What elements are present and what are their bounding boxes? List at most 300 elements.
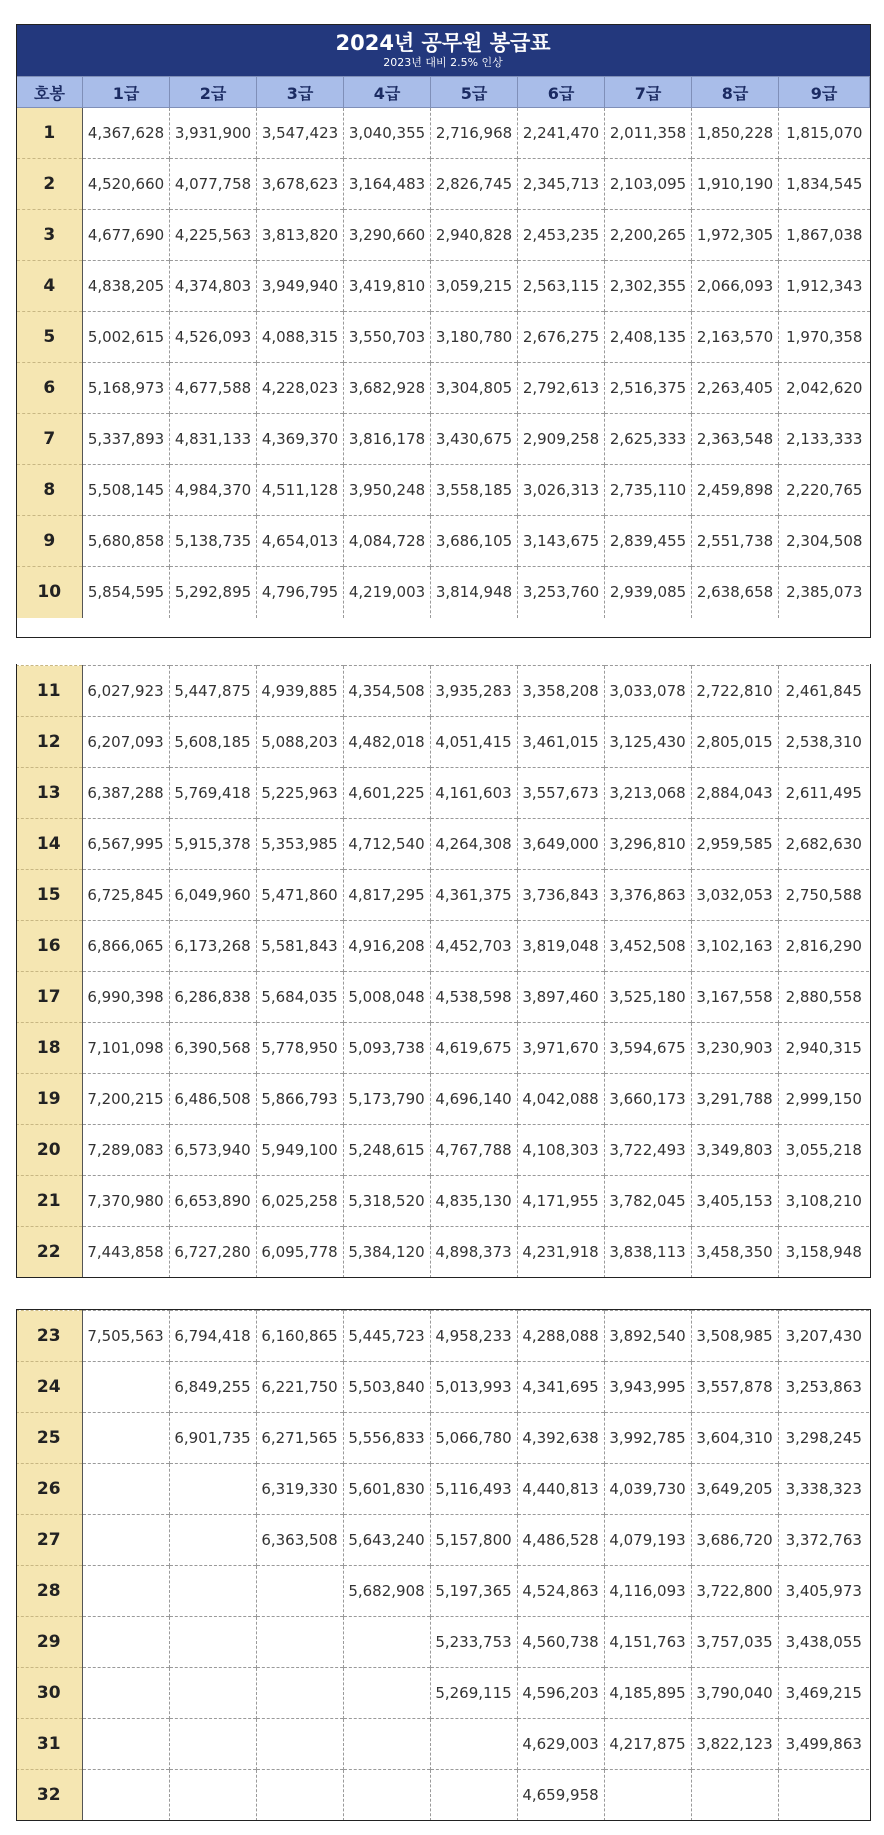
step-number-cell: 1 (17, 108, 83, 159)
table-row (16, 1566, 869, 1617)
column-header-grade-1: 1급 (83, 77, 170, 108)
salary-cell-grade-5: 5,066,780 (430, 1413, 517, 1464)
salary-cell-grade-7: 3,125,430 (604, 717, 691, 768)
salary-cell-grade-3: 4,088,315 (257, 312, 344, 363)
step-number-cell: 31 (16, 1719, 82, 1770)
salary-cell-grade-7: 3,722,493 (604, 1125, 691, 1176)
salary-cell-grade-1: 7,289,083 (82, 1125, 169, 1176)
salary-cell-grade-5: 5,197,365 (430, 1566, 517, 1617)
salary-cell-grade-7: 3,296,810 (604, 819, 691, 870)
salary-cell-grade-2 (169, 1515, 256, 1566)
salary-cell-grade-8: 2,459,898 (692, 465, 779, 516)
salary-cell-grade-8: 3,230,903 (691, 1023, 778, 1074)
salary-cell-grade-4: 5,601,830 (343, 1464, 430, 1515)
salary-cell-grade-9: 2,304,508 (779, 516, 870, 567)
salary-cell-grade-5: 2,716,968 (431, 108, 518, 159)
salary-cell-grade-5: 4,835,130 (430, 1176, 517, 1227)
step-number-cell: 13 (16, 768, 82, 819)
table-row (17, 261, 870, 312)
salary-cell-grade-5: 3,430,675 (431, 414, 518, 465)
salary-cell-grade-9: 1,834,545 (779, 159, 870, 210)
step-number-cell: 5 (17, 312, 83, 363)
salary-cell-grade-7: 3,376,863 (604, 870, 691, 921)
salary-cell-grade-1 (82, 1617, 169, 1668)
salary-cell-grade-9: 3,338,323 (778, 1464, 869, 1515)
salary-cell-grade-5: 4,538,598 (430, 972, 517, 1023)
salary-cell-grade-6: 4,596,203 (517, 1668, 604, 1719)
salary-cell-grade-1: 6,387,288 (82, 768, 169, 819)
salary-cell-grade-5: 4,619,675 (430, 1023, 517, 1074)
salary-cell-grade-3 (256, 1566, 343, 1617)
salary-cell-grade-5: 3,180,780 (431, 312, 518, 363)
table-row (17, 516, 870, 567)
salary-cell-grade-3: 6,160,865 (256, 1311, 343, 1362)
salary-cell-grade-3: 4,939,885 (256, 666, 343, 717)
salary-cell-grade-7: 3,033,078 (604, 666, 691, 717)
salary-cell-grade-2: 6,286,838 (169, 972, 256, 1023)
table-row (17, 312, 870, 363)
column-header-grade-7: 7급 (605, 77, 692, 108)
salary-cell-grade-9: 3,405,973 (778, 1566, 869, 1617)
salary-cell-grade-9: 1,912,343 (779, 261, 870, 312)
salary-cell-grade-1 (82, 1719, 169, 1770)
salary-cell-grade-1: 4,520,660 (83, 159, 170, 210)
step-number-cell: 30 (16, 1668, 82, 1719)
salary-cell-grade-7: 2,011,358 (605, 108, 692, 159)
salary-cell-grade-1: 7,200,215 (82, 1074, 169, 1125)
salary-cell-grade-7: 4,217,875 (604, 1719, 691, 1770)
salary-cell-grade-2: 6,901,735 (169, 1413, 256, 1464)
salary-cell-grade-3: 6,025,258 (256, 1176, 343, 1227)
table-row (16, 1227, 869, 1278)
table-section-3 (16, 1310, 869, 1821)
column-header-grade-9: 9급 (779, 77, 870, 108)
salary-cell-grade-1: 7,443,858 (82, 1227, 169, 1278)
step-number-cell: 9 (17, 516, 83, 567)
salary-cell-grade-6: 2,345,713 (518, 159, 605, 210)
salary-cell-grade-8: 2,959,585 (691, 819, 778, 870)
salary-cell-grade-6: 4,659,958 (517, 1770, 604, 1821)
salary-cell-grade-5: 5,269,115 (430, 1668, 517, 1719)
salary-cell-grade-4: 4,219,003 (344, 567, 431, 618)
step-number-cell: 32 (16, 1770, 82, 1821)
salary-cell-grade-9: 3,372,763 (778, 1515, 869, 1566)
salary-cell-grade-4: 4,482,018 (343, 717, 430, 768)
salary-cell-grade-8: 2,263,405 (692, 363, 779, 414)
table-row (16, 1176, 869, 1227)
salary-cell-grade-3: 5,581,843 (256, 921, 343, 972)
salary-cell-grade-7: 3,992,785 (604, 1413, 691, 1464)
salary-cell-grade-1: 5,854,595 (83, 567, 170, 618)
column-header-grade-8: 8급 (692, 77, 779, 108)
salary-cell-grade-3: 4,511,128 (257, 465, 344, 516)
table-row (17, 108, 870, 159)
salary-cell-grade-3 (256, 1668, 343, 1719)
salary-cell-grade-3: 5,684,035 (256, 972, 343, 1023)
salary-cell-grade-2: 5,138,735 (170, 516, 257, 567)
table-row (16, 1668, 869, 1719)
salary-cell-grade-2: 6,390,568 (169, 1023, 256, 1074)
salary-table-part-3 (16, 1310, 869, 1821)
salary-cell-grade-3: 5,471,860 (256, 870, 343, 921)
salary-cell-grade-9: 2,611,495 (778, 768, 869, 819)
step-number-cell: 26 (16, 1464, 82, 1515)
salary-cell-grade-4: 3,419,810 (344, 261, 431, 312)
salary-cell-grade-9: 3,469,215 (778, 1668, 869, 1719)
salary-cell-grade-4: 3,816,178 (344, 414, 431, 465)
salary-cell-grade-4: 4,817,295 (343, 870, 430, 921)
salary-cell-grade-3: 6,363,508 (256, 1515, 343, 1566)
step-number-cell: 18 (16, 1023, 82, 1074)
salary-cell-grade-5: 4,767,788 (430, 1125, 517, 1176)
step-number-cell: 12 (16, 717, 82, 768)
salary-cell-grade-8: 3,686,720 (691, 1515, 778, 1566)
salary-cell-grade-4: 5,093,738 (343, 1023, 430, 1074)
salary-cell-grade-8: 3,822,123 (691, 1719, 778, 1770)
step-number-cell: 7 (17, 414, 83, 465)
salary-cell-grade-5: 2,826,745 (431, 159, 518, 210)
salary-cell-grade-6: 2,676,275 (518, 312, 605, 363)
step-number-cell: 2 (17, 159, 83, 210)
salary-cell-grade-2: 6,653,890 (169, 1176, 256, 1227)
salary-cell-grade-5: 5,116,493 (430, 1464, 517, 1515)
table-section-1 (16, 24, 869, 618)
step-number-cell: 3 (17, 210, 83, 261)
salary-cell-grade-3: 3,949,940 (257, 261, 344, 312)
salary-cell-grade-2: 4,984,370 (170, 465, 257, 516)
salary-cell-grade-8: 3,458,350 (691, 1227, 778, 1278)
salary-cell-grade-2: 6,794,418 (169, 1311, 256, 1362)
salary-cell-grade-4 (343, 1719, 430, 1770)
salary-cell-grade-1: 4,677,690 (83, 210, 170, 261)
table-row (17, 363, 870, 414)
salary-cell-grade-6: 4,231,918 (517, 1227, 604, 1278)
salary-cell-grade-9: 2,220,765 (779, 465, 870, 516)
salary-cell-grade-4: 5,682,908 (343, 1566, 430, 1617)
salary-cell-grade-7 (604, 1770, 691, 1821)
salary-cell-grade-3: 5,353,985 (256, 819, 343, 870)
salary-cell-grade-8: 2,551,738 (692, 516, 779, 567)
salary-cell-grade-2: 5,447,875 (169, 666, 256, 717)
salary-cell-grade-8: 2,884,043 (691, 768, 778, 819)
salary-cell-grade-3: 5,866,793 (256, 1074, 343, 1125)
salary-cell-grade-2: 4,225,563 (170, 210, 257, 261)
salary-cell-grade-3: 4,796,795 (257, 567, 344, 618)
salary-cell-grade-4: 4,354,508 (343, 666, 430, 717)
salary-cell-grade-8: 1,972,305 (692, 210, 779, 261)
column-header-grade-4: 4급 (344, 77, 431, 108)
salary-cell-grade-5: 5,233,753 (430, 1617, 517, 1668)
salary-cell-grade-9: 2,880,558 (778, 972, 869, 1023)
salary-cell-grade-1: 7,101,098 (82, 1023, 169, 1074)
salary-cell-grade-8: 1,850,228 (692, 108, 779, 159)
salary-cell-grade-7: 2,735,110 (605, 465, 692, 516)
salary-cell-grade-5: 3,558,185 (431, 465, 518, 516)
table-row (16, 768, 869, 819)
step-number-cell: 17 (16, 972, 82, 1023)
step-number-cell: 24 (16, 1362, 82, 1413)
salary-cell-grade-4 (343, 1668, 430, 1719)
salary-cell-grade-2 (169, 1617, 256, 1668)
salary-cell-grade-5: 4,958,233 (430, 1311, 517, 1362)
salary-cell-grade-6: 2,453,235 (518, 210, 605, 261)
table-row (16, 666, 869, 717)
salary-cell-grade-6: 2,241,470 (518, 108, 605, 159)
salary-cell-grade-4: 3,164,483 (344, 159, 431, 210)
salary-cell-grade-4: 5,384,120 (343, 1227, 430, 1278)
salary-cell-grade-2 (169, 1668, 256, 1719)
salary-cell-grade-2: 6,727,280 (169, 1227, 256, 1278)
salary-cell-grade-9: 2,385,073 (779, 567, 870, 618)
salary-cell-grade-1 (82, 1464, 169, 1515)
salary-cell-grade-5: 4,161,603 (430, 768, 517, 819)
column-header-grade-3: 3급 (257, 77, 344, 108)
salary-cell-grade-8: 2,722,810 (691, 666, 778, 717)
salary-cell-grade-2: 6,173,268 (169, 921, 256, 972)
salary-cell-grade-4: 4,601,225 (343, 768, 430, 819)
step-number-cell: 10 (17, 567, 83, 618)
salary-cell-grade-1: 6,990,398 (82, 972, 169, 1023)
salary-cell-grade-1: 7,370,980 (82, 1176, 169, 1227)
salary-cell-grade-3: 4,654,013 (257, 516, 344, 567)
step-number-cell: 29 (16, 1617, 82, 1668)
salary-cell-grade-9: 3,438,055 (778, 1617, 869, 1668)
step-number-cell: 20 (16, 1125, 82, 1176)
salary-cell-grade-7: 4,185,895 (604, 1668, 691, 1719)
column-header-row (17, 77, 870, 108)
table-row (17, 210, 870, 261)
salary-cell-grade-1: 6,866,065 (82, 921, 169, 972)
salary-cell-grade-6: 2,792,613 (518, 363, 605, 414)
salary-cell-grade-7: 2,516,375 (605, 363, 692, 414)
salary-cell-grade-3: 5,225,963 (256, 768, 343, 819)
salary-cell-grade-4: 4,916,208 (343, 921, 430, 972)
salary-cell-grade-2: 4,077,758 (170, 159, 257, 210)
salary-cell-grade-4: 5,643,240 (343, 1515, 430, 1566)
salary-cell-grade-2: 4,374,803 (170, 261, 257, 312)
salary-cell-grade-1: 5,168,973 (83, 363, 170, 414)
salary-cell-grade-8: 3,790,040 (691, 1668, 778, 1719)
salary-cell-grade-3: 6,095,778 (256, 1227, 343, 1278)
salary-cell-grade-6: 3,461,015 (517, 717, 604, 768)
salary-cell-grade-2: 5,915,378 (169, 819, 256, 870)
salary-cell-grade-7: 2,625,333 (605, 414, 692, 465)
salary-cell-grade-8: 3,604,310 (691, 1413, 778, 1464)
salary-cell-grade-6: 4,629,003 (517, 1719, 604, 1770)
salary-cell-grade-2: 5,608,185 (169, 717, 256, 768)
salary-cell-grade-5: 3,686,105 (431, 516, 518, 567)
salary-cell-grade-7: 3,213,068 (604, 768, 691, 819)
salary-cell-grade-1 (82, 1413, 169, 1464)
salary-cell-grade-1: 6,207,093 (82, 717, 169, 768)
salary-cell-grade-8 (691, 1770, 778, 1821)
salary-cell-grade-6: 3,143,675 (518, 516, 605, 567)
salary-cell-grade-3 (256, 1719, 343, 1770)
table-row (17, 465, 870, 516)
salary-table-part-2 (16, 665, 869, 1278)
salary-cell-grade-5: 3,059,215 (431, 261, 518, 312)
table-row (16, 1074, 869, 1125)
table-row (16, 870, 869, 921)
salary-cell-grade-5: 5,157,800 (430, 1515, 517, 1566)
salary-cell-grade-1 (82, 1515, 169, 1566)
salary-cell-grade-3: 5,088,203 (256, 717, 343, 768)
table-row (17, 414, 870, 465)
table-row (17, 567, 870, 618)
salary-cell-grade-7: 4,039,730 (604, 1464, 691, 1515)
salary-cell-grade-1: 5,508,145 (83, 465, 170, 516)
column-header-grade-2: 2급 (170, 77, 257, 108)
salary-cell-grade-4: 3,290,660 (344, 210, 431, 261)
salary-cell-grade-5: 3,814,948 (431, 567, 518, 618)
salary-cell-grade-5: 5,013,993 (430, 1362, 517, 1413)
salary-cell-grade-9: 2,816,290 (778, 921, 869, 972)
table-subtitle: 2023년 대비 2.5% 인상 (383, 56, 503, 69)
salary-cell-grade-8: 3,291,788 (691, 1074, 778, 1125)
salary-cell-grade-9: 2,682,630 (778, 819, 869, 870)
table-row (16, 717, 869, 768)
table-row (16, 1362, 869, 1413)
salary-cell-grade-8: 3,405,153 (691, 1176, 778, 1227)
salary-cell-grade-6: 4,042,088 (517, 1074, 604, 1125)
table-row (16, 1515, 869, 1566)
salary-cell-grade-6: 4,560,738 (517, 1617, 604, 1668)
salary-cell-grade-7: 2,939,085 (605, 567, 692, 618)
salary-cell-grade-8: 3,167,558 (691, 972, 778, 1023)
salary-cell-grade-3 (256, 1770, 343, 1821)
salary-cell-grade-4 (343, 1770, 430, 1821)
table-row (17, 159, 870, 210)
salary-cell-grade-6: 4,486,528 (517, 1515, 604, 1566)
salary-cell-grade-5: 4,452,703 (430, 921, 517, 972)
table-row (16, 1023, 869, 1074)
salary-cell-grade-6: 3,736,843 (517, 870, 604, 921)
salary-cell-grade-2: 4,526,093 (170, 312, 257, 363)
table-row (16, 1719, 869, 1770)
salary-cell-grade-6: 3,253,760 (518, 567, 605, 618)
salary-cell-grade-5 (430, 1719, 517, 1770)
salary-cell-grade-8: 3,349,803 (691, 1125, 778, 1176)
salary-cell-grade-6: 2,909,258 (518, 414, 605, 465)
step-number-cell: 14 (16, 819, 82, 870)
column-header-grade-5: 5급 (431, 77, 518, 108)
salary-cell-grade-3: 5,949,100 (256, 1125, 343, 1176)
salary-cell-grade-9: 1,867,038 (779, 210, 870, 261)
salary-cell-grade-4: 5,556,833 (343, 1413, 430, 1464)
step-number-cell: 16 (16, 921, 82, 972)
salary-cell-grade-3: 3,813,820 (257, 210, 344, 261)
table-row (16, 972, 869, 1023)
salary-cell-grade-7: 3,782,045 (604, 1176, 691, 1227)
salary-cell-grade-6: 2,563,115 (518, 261, 605, 312)
salary-cell-grade-7: 2,408,135 (605, 312, 692, 363)
step-number-cell: 11 (16, 666, 82, 717)
step-number-cell: 19 (16, 1074, 82, 1125)
salary-cell-grade-1 (82, 1566, 169, 1617)
salary-cell-grade-6: 4,524,863 (517, 1566, 604, 1617)
salary-cell-grade-8: 2,363,548 (692, 414, 779, 465)
salary-cell-grade-2: 4,831,133 (170, 414, 257, 465)
table-row (16, 1770, 869, 1821)
step-number-cell: 28 (16, 1566, 82, 1617)
salary-cell-grade-7: 3,892,540 (604, 1311, 691, 1362)
salary-cell-grade-3: 4,369,370 (257, 414, 344, 465)
salary-cell-grade-8: 3,102,163 (691, 921, 778, 972)
salary-cell-grade-9: 1,815,070 (779, 108, 870, 159)
salary-cell-grade-1 (82, 1770, 169, 1821)
salary-cell-grade-8: 1,910,190 (692, 159, 779, 210)
salary-cell-grade-7: 4,151,763 (604, 1617, 691, 1668)
salary-cell-grade-4 (343, 1617, 430, 1668)
table-row (16, 1617, 869, 1668)
salary-cell-grade-3: 6,221,750 (256, 1362, 343, 1413)
salary-cell-grade-9: 3,158,948 (778, 1227, 869, 1278)
salary-cell-grade-1: 5,337,893 (83, 414, 170, 465)
step-number-cell: 4 (17, 261, 83, 312)
salary-table-part-1 (16, 24, 870, 618)
salary-cell-grade-2: 3,931,900 (170, 108, 257, 159)
column-header-step: 호봉 (17, 77, 83, 108)
step-number-cell: 25 (16, 1413, 82, 1464)
salary-cell-grade-7: 4,079,193 (604, 1515, 691, 1566)
salary-cell-grade-7: 4,116,093 (604, 1566, 691, 1617)
salary-cell-grade-3: 3,547,423 (257, 108, 344, 159)
salary-cell-grade-9: 2,133,333 (779, 414, 870, 465)
step-number-cell: 22 (16, 1227, 82, 1278)
salary-cell-grade-4: 3,682,928 (344, 363, 431, 414)
salary-cell-grade-8: 3,757,035 (691, 1617, 778, 1668)
table-body-1 (17, 108, 870, 618)
salary-cell-grade-3: 5,778,950 (256, 1023, 343, 1074)
column-header-grade-6: 6급 (518, 77, 605, 108)
salary-cell-grade-2 (169, 1464, 256, 1515)
step-number-cell: 8 (17, 465, 83, 516)
salary-cell-grade-8: 3,032,053 (691, 870, 778, 921)
salary-cell-grade-9: 2,538,310 (778, 717, 869, 768)
salary-cell-grade-5: 3,935,283 (430, 666, 517, 717)
salary-cell-grade-6: 4,108,303 (517, 1125, 604, 1176)
table-row (16, 921, 869, 972)
table-row (16, 1464, 869, 1515)
salary-cell-grade-9: 3,207,430 (778, 1311, 869, 1362)
salary-cell-grade-9: 2,940,315 (778, 1023, 869, 1074)
salary-cell-grade-7: 3,525,180 (604, 972, 691, 1023)
salary-cell-grade-7: 3,594,675 (604, 1023, 691, 1074)
salary-cell-grade-9: 1,970,358 (779, 312, 870, 363)
salary-cell-grade-3: 4,228,023 (257, 363, 344, 414)
salary-cell-grade-6: 4,392,638 (517, 1413, 604, 1464)
table-title: 2024년 공무원 봉급표 (335, 31, 551, 55)
salary-cell-grade-5: 4,361,375 (430, 870, 517, 921)
salary-cell-grade-2: 4,677,588 (170, 363, 257, 414)
salary-cell-grade-4: 3,950,248 (344, 465, 431, 516)
salary-cell-grade-7: 2,839,455 (605, 516, 692, 567)
step-number-cell: 6 (17, 363, 83, 414)
salary-cell-grade-6: 3,649,000 (517, 819, 604, 870)
salary-cell-grade-9: 2,461,845 (778, 666, 869, 717)
salary-cell-grade-4: 4,712,540 (343, 819, 430, 870)
table-body-3 (16, 1311, 869, 1821)
salary-cell-grade-7: 3,838,113 (604, 1227, 691, 1278)
salary-cell-grade-8: 3,649,205 (691, 1464, 778, 1515)
salary-cell-grade-7: 2,200,265 (605, 210, 692, 261)
salary-cell-grade-6: 4,440,813 (517, 1464, 604, 1515)
salary-cell-grade-2: 6,573,940 (169, 1125, 256, 1176)
salary-cell-grade-9: 2,750,588 (778, 870, 869, 921)
salary-cell-grade-8: 3,722,800 (691, 1566, 778, 1617)
step-number-cell: 23 (16, 1311, 82, 1362)
salary-cell-grade-4: 5,503,840 (343, 1362, 430, 1413)
